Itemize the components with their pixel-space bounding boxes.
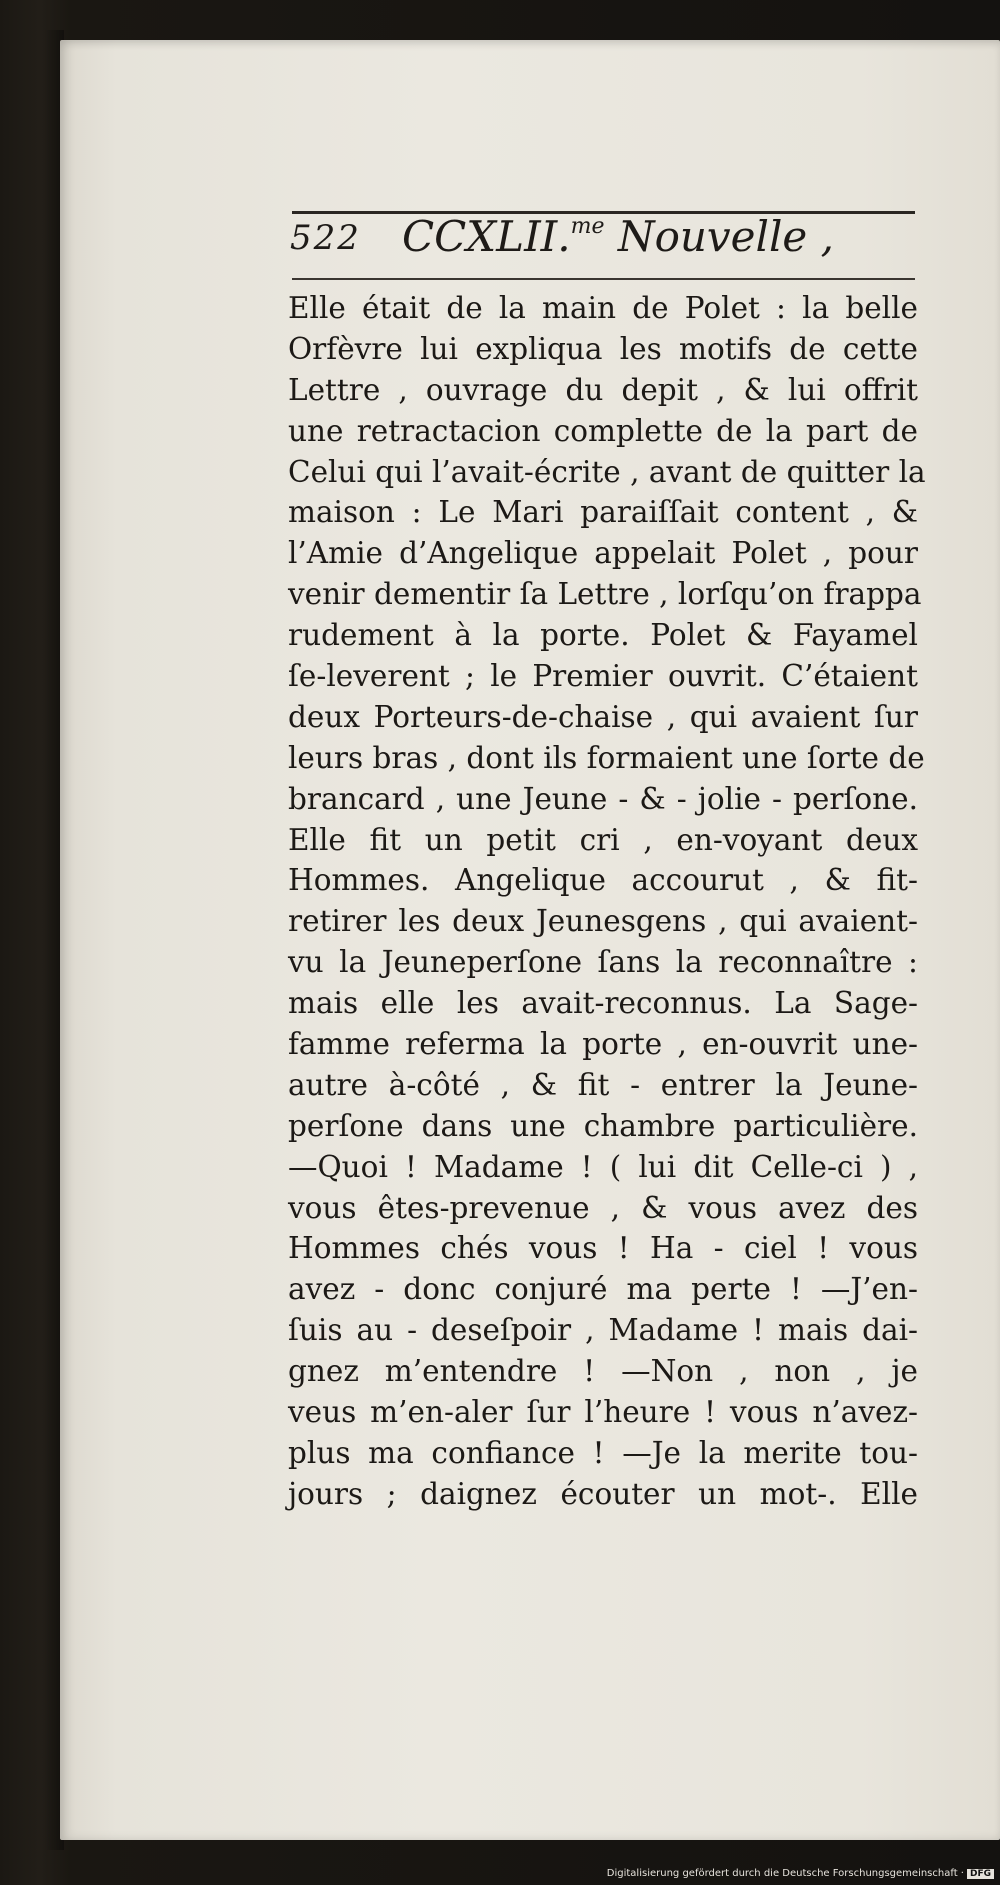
text-line: deux Porteurs-de-chaise , qui avaient ſur — [288, 699, 918, 734]
text-line: jours ; daignez écouter un mot-. Elle — [288, 1476, 918, 1511]
header-rule-bottom — [292, 278, 915, 280]
text-line: famme referma la porte , en-ouvrit une- — [288, 1027, 918, 1062]
text-line: vu la Jeuneperſone ſans la reconnaître : — [288, 945, 918, 980]
text-line: Lettre , ouvrage du depit , & lui offrit — [288, 372, 918, 407]
page-header — [290, 212, 920, 276]
running-head-sup: me — [570, 214, 605, 239]
dfg-logo: DFG — [967, 1869, 994, 1879]
text-line: Hommes. Angelique accourut , & fit- — [288, 863, 918, 898]
text-line: maison : Le Mari paraiſſait content , & — [288, 495, 918, 530]
text-line: autre à-côté , & fit - entrer la Jeune- — [288, 1067, 918, 1102]
running-head — [402, 212, 834, 261]
text-line: Celui qui l’avait-écrite , avant de quitter la — [288, 454, 926, 489]
running-head-tail: Nouvelle , — [604, 212, 834, 261]
digitization-credit — [607, 1868, 994, 1879]
text-line: mais elle les avait-reconnus. La Sage- — [288, 986, 918, 1021]
text-line: retirer les deux Jeunesgens , qui avaient- — [288, 904, 918, 939]
text-line: brancard , une Jeune - & - jolie - perſone. — [288, 781, 918, 816]
text-line: leurs bras , dont ils formaient une ſorte de — [288, 740, 925, 775]
text-line: ſuis au - deseſpoir , Madame ! mais dai- — [288, 1313, 918, 1348]
text-line: gnez m’entendre ! —Non , non , je — [288, 1354, 918, 1389]
text-line: rudement à la porte. Polet & Fayamel — [288, 618, 918, 653]
credit-text: Digitalisierung gefördert durch die Deutsche Forschungsgemeinschaft · — [606, 1868, 964, 1879]
text-line: avez - donc conjuré ma perte ! —J’en- — [288, 1272, 918, 1307]
text-line: Orfèvre lui expliqua les motifs de cette — [288, 331, 918, 366]
text-line: veus m’en-aler ſur l’heure ! vous n’avez- — [288, 1395, 918, 1430]
text-line: vous êtes-prevenue , & vous avez des — [288, 1190, 918, 1225]
text-line: ſe-leverent ; le Premier ouvrit. C’étaient — [288, 659, 918, 694]
text-line: —Quoi ! Madame ! ( lui dit Celle-ci ) , — [288, 1149, 918, 1184]
text-line: l’Amie d’Angelique appelait Polet , pour — [288, 536, 918, 571]
text-line: plus ma confiance ! —Je la merite tou- — [288, 1435, 918, 1470]
text-line: Hommes chés vous ! Ha - ciel ! vous — [288, 1231, 918, 1266]
running-head-main: CCXLII. — [402, 212, 571, 261]
text-line: Elle était de la main de Polet : la belle — [288, 291, 918, 325]
page-number: 522 — [290, 218, 361, 258]
text-line: perſone dans une chambre particulière. — [288, 1108, 918, 1143]
text-line: une retractacion complette de la part de — [288, 413, 918, 448]
body-text — [288, 288, 926, 1515]
text-line: Elle fit un petit cri , en-voyant deux — [288, 822, 918, 857]
text-line: venir dementir ſa Lettre , lorſqu’on frappa — [288, 577, 922, 612]
